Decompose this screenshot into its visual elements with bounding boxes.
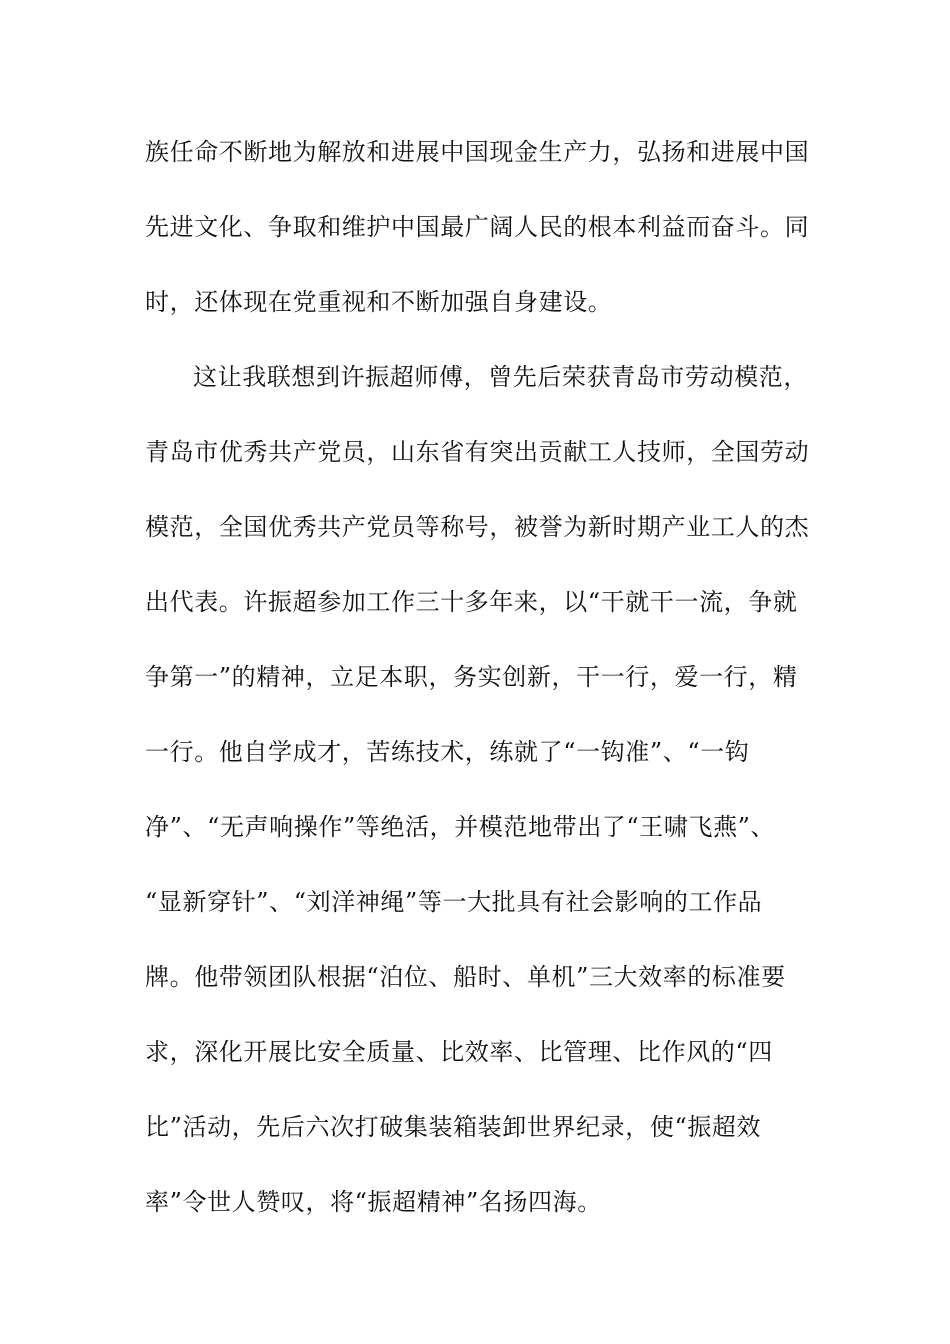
- text-line-15: 率”令世人赞叹，将“振超精神”名扬四海。: [145, 1188, 602, 1216]
- text-line-3: 时，还体现在党重视和不断加强自身建设。: [145, 288, 613, 316]
- text-line-2: 先进文化、争取和维护中国最广阔人民的根本利益而奋斗。同: [145, 213, 810, 241]
- text-line-7: 出代表。许振超参加工作三十多年来，以“干就干一流，争就: [145, 588, 798, 616]
- text-line-6: 模范，全国优秀共产党员等称号，被誉为新时期产业工人的杰: [145, 513, 810, 541]
- text-line-14: 比”活动，先后六次打破集装箱装卸世界纪录，使“振超效: [145, 1113, 762, 1141]
- text-line-10: 净”、“无声响操作”等绝活，并模范地带出了“王啸飞燕”、: [145, 813, 776, 841]
- paragraph-start-line: 这让我联想到许振超师傅，曾先后荣获青岛市劳动模范，: [193, 363, 808, 391]
- text-line-1: 族任命不断地为解放和进展中国现金生产力，弘扬和进展中国: [145, 138, 810, 166]
- text-line-11: “显新穿针”、“刘洋神绳”等一大批具有社会影响的工作品: [145, 888, 763, 916]
- text-line-5: 青岛市优秀共产党员，山东省有突出贡献工人技师，全国劳动: [145, 438, 810, 466]
- text-line-12: 牌。他带领团队根据“泊位、船时、单机”三大效率的标准要: [145, 963, 786, 991]
- text-line-8: 争第一”的精神，立足本职，务实创新，干一行，爱一行，精: [145, 663, 798, 691]
- text-line-13: 求，深化开展比安全质量、比效率、比管理、比作风的“四: [145, 1038, 773, 1066]
- text-line-9: 一行。他自学成才，苦练技术，练就了“一钩准”、“一钩: [145, 738, 750, 766]
